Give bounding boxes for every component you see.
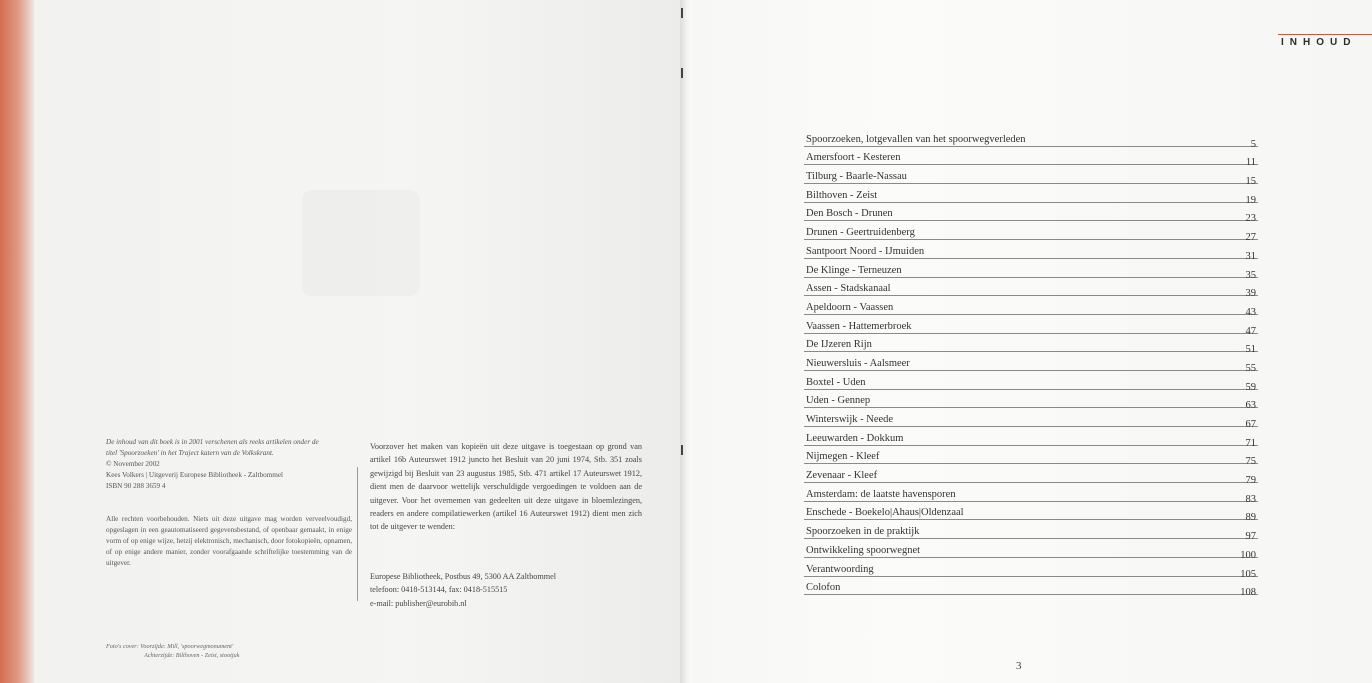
toc-entry-title: Colofon [806,582,841,594]
toc-entry-page: 97 [1245,531,1256,543]
publisher-address [370,570,642,610]
toc-entry-page: 63 [1245,400,1256,412]
left-page [0,0,684,683]
toc-entry-page: 67 [1245,419,1256,430]
page-number: 3 [1016,660,1022,672]
toc-entry [804,558,1258,580]
toc-entry-title: Amersfoort - Kesteren [806,152,901,164]
toc-entry-title: Drunen - Geertruidenberg [806,227,915,239]
toc-entry-page: 5 [1250,138,1256,150]
address-line: Europese Bibliotheek, Postbus 49, 5300 AA Zaltbommel [370,572,557,581]
table-of-contents [804,128,1258,599]
gutter-stitch [681,8,683,18]
address-email: e-mail: publisher@eurobib.nl [370,598,467,608]
toc-entry [804,502,1258,524]
toc-entry-title: Ontwikkeling spoorwegnet [806,544,921,556]
toc-entry-title: Bilthoven - Zeist [806,189,878,201]
toc-entry-title: Uden - Gennep [806,395,871,407]
toc-entry-page: 19 [1245,194,1256,206]
toc-entry [804,259,1258,281]
toc-entry [804,147,1258,169]
gutter-stitch [681,445,683,455]
toc-entry-title: Zevenaar - Kleef [806,470,878,482]
toc-entry-title: Verantwoording [806,563,874,575]
toc-entry [804,278,1258,300]
toc-entry-page: 75 [1245,456,1256,468]
toc-entry-page: 59 [1245,381,1256,393]
toc-entry-title: Leeuwarden - Dokkum [806,432,904,444]
toc-entry [804,128,1258,150]
column-divider [357,467,358,601]
toc-entry [804,539,1258,561]
toc-entry-title: Boxtel - Uden [806,376,866,388]
toc-entry-title: Tilburg - Baarle-Nassau [806,171,907,183]
toc-entry-page: 39 [1245,288,1256,300]
toc-entry-page: 83 [1245,493,1256,505]
show-through-image [302,190,420,296]
toc-entry-page: 43 [1245,306,1256,318]
toc-entry-page: 47 [1245,325,1256,337]
toc-entry-title: Amsterdam: de laatste havensporen [806,488,956,500]
section-title: INHOUD [1281,37,1357,48]
toc-entry [804,520,1258,543]
colophon-block [106,437,352,492]
toc-entry-title: De Klinge - Terneuzen [806,264,902,276]
address-phone: telefoon: 0418-513144, fax: 0418-515515 [370,585,508,595]
toc-entry-title: Vaassen - Hattemerbroek [806,320,912,332]
toc-entry [804,408,1258,430]
colophon-line: ISBN 90 288 3659 4 [106,482,166,490]
toc-entry [804,165,1258,188]
toc-entry [804,221,1258,244]
toc-entry-title: Den Bosch - Drunen [806,208,893,220]
toc-entry-page: 51 [1245,344,1256,356]
header-rule [1278,34,1372,35]
toc-entry-title: Assen - Stadskanaal [806,283,891,295]
toc-entry-page: 31 [1245,250,1256,262]
toc-entry-page: 15 [1245,176,1256,188]
toc-entry [804,371,1258,393]
credit-line: Achterzijde: Bilthoven - Zeist, stootjuk [144,652,240,659]
toc-entry [804,483,1258,505]
toc-entry [804,240,1258,262]
toc-entry-page: 71 [1245,437,1256,449]
book-gutter [680,0,692,683]
photo-credits [106,642,239,660]
toc-entry-title: Nieuwersluis - Aalsmeer [806,357,910,369]
toc-entry-page: 79 [1245,475,1256,487]
toc-entry [804,390,1258,412]
toc-entry [804,352,1258,374]
toc-entry [804,427,1258,449]
toc-entry [804,296,1258,318]
toc-entry [804,334,1258,356]
credit-line: Foto's cover: Voorzijde: Mill, 'spoorwegmonument' [106,643,234,650]
colophon-line: De inhoud van dit boek is in 2001 verschenen als reeks artikelen onder de [106,438,319,446]
toc-entry-page: 55 [1245,362,1256,374]
toc-entry-page: 100 [1240,549,1256,561]
toc-entry-title: Santpoort Noord - IJmuiden [806,245,925,257]
toc-entry-title: Spoorzoeken, lotgevallen van het spoorwegverleden [806,133,1026,145]
toc-entry-page: 108 [1240,587,1256,599]
toc-entry-page: 105 [1240,568,1256,580]
toc-entry [804,446,1258,468]
toc-entry-page: 35 [1245,269,1256,281]
toc-entry [804,315,1258,337]
toc-entry-title: Spoorzoeken in de praktijk [806,526,920,538]
copyright-law-text: Voorzover het maken van kopieën uit deze uitgave is toegestaan op grond van artikel 16b Auteurswet 1912 juncto het Besluit van 20 juni 1974, Stb. 351 zoals gewijzigd bij Besluit van 23 augustus 1985, Stb. 471 artikel 17 Auteurswet 1912, dient men de daarvoor wettelijk verschuldigde vergoedingen te voldoen aan de uitgever. Voor het overnemen van gedeelten uit deze uitgave in bloemlezingen, readers en andere compilatiewerken (artikel 16 Auteurswet 1912) dient men zich tot de uitgever te wenden: [370,442,642,532]
toc-entry-page: 23 [1245,213,1256,225]
toc-entry-page: 89 [1245,512,1256,524]
toc-entry [804,577,1258,599]
toc-entry-title: Enschede - Boekelo|Ahaus|Oldenzaal [806,507,964,519]
toc-entry [804,184,1258,206]
toc-entry-title: Apeldoorn - Vaassen [806,301,894,313]
toc-entry-page: 11 [1245,157,1256,169]
rights-reserved-text: Alle rechten voorbehouden. Niets uit deze uitgave mag worden verveelvoudigd, opgeslagen in een geautomatiseerd gegevensbestand, of openbaar gemaakt, in enige vorm of op enige wijze, hetzij elektronisch, mechanisch, door fotokopieën, opnamen, of op enige andere manier, zonder voorafgaande schriftelijke toestemming van de uitgever. [106,515,352,567]
colophon-line: titel 'Spoorzoeken' in het Traject katern van de Volkskrant. [106,449,274,457]
toc-entry-title: De IJzeren Rijn [806,339,872,351]
toc-entry-title: Winterswijk - Neede [806,414,894,425]
toc-entry [804,464,1258,487]
gutter-stitch [681,68,683,78]
colophon-line: © November 2002 [106,460,160,468]
toc-entry-title: Nijmegen - Kleef [806,451,880,463]
toc-entry [804,203,1258,225]
toc-entry-page: 27 [1245,232,1256,244]
page-edge-photo [0,0,34,683]
colophon-line: Kees Volkers | Uitgeverij Europese Bibliotheek - Zaltbommel [106,471,284,479]
